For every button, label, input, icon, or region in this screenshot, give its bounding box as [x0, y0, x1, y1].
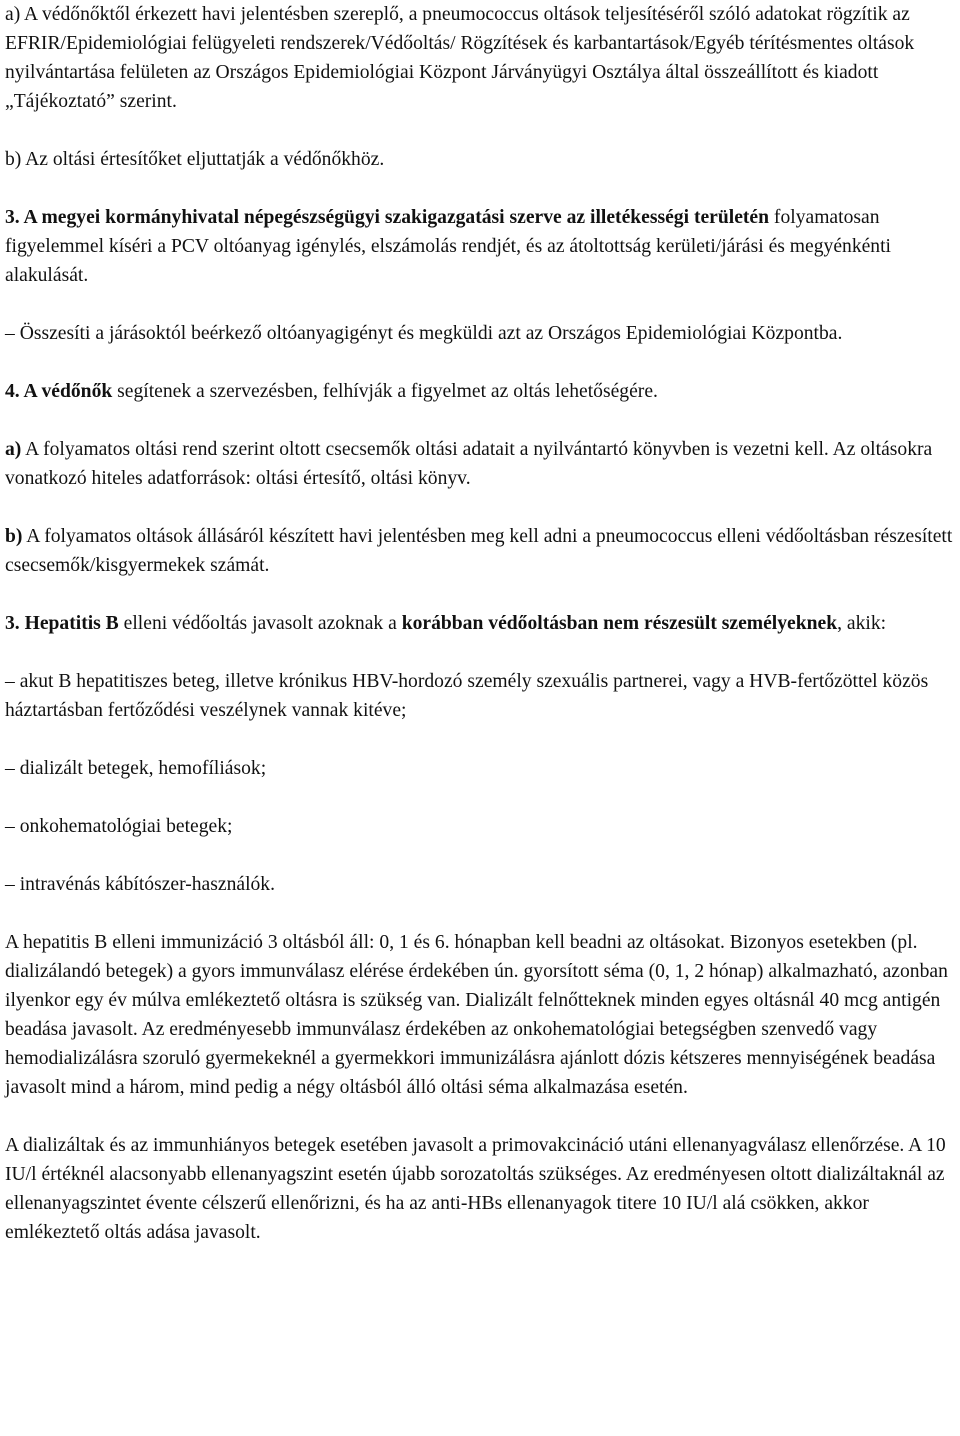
hepatitis-b-heading: 3. Hepatitis B [5, 613, 119, 634]
paragraph-aggregation: – Összesíti a járásoktól beérkező oltóanyagigényt és megküldi azt az Országos Epidemiológiai Központba. [5, 323, 843, 344]
paragraph-hepatitis-b [5, 609, 953, 638]
paragraph-county-office [5, 203, 953, 290]
paragraph-notifications: b) Az oltási értesítőket eljuttatják a védőnőkhöz. [5, 149, 385, 170]
list-item: – akut B hepatitiszes beteg, illetve krónikus HBV-hordozó személy szexuális partnerei, vagy a HVB-fertőzöttel közös háztartásban fertőződési veszélynek vannak kitéve; [5, 671, 929, 721]
paragraph-antibody-check: A dializáltak és az immunhiányos betegek esetében javasolt a primovakcináció utáni ellenanyagválasz ellenőrzése. A 10 IU/l értéknél alacsonyabb ellenanyagszint esetén újabb sorozatoltás szükséges. Az eredményesen oltott dializáltaknál az ellenanyagszintet évente célszerű ellenőrizni, és ha az anti-HBs ellenanyagok titere 10 IU/l alá csökken, akkor emlékeztető oltás adása javasolt. [5, 1135, 946, 1243]
health-visitors-text: segítenek a szervezésben, felhívják a figyelmet az oltás lehetőségére. [112, 381, 658, 402]
county-office-heading: 3. A megyei kormányhivatal népegészségügyi szakigazgatási szerve az illetékességi területén [5, 207, 770, 228]
hepatitis-b-text: elleni védőoltás javasolt azoknak a [118, 613, 402, 634]
list-item: – intravénás kábítószer-használók. [5, 874, 276, 895]
document-page [5, 0, 953, 1247]
register-book-marker: a) [5, 439, 22, 460]
paragraph-register-book [5, 435, 953, 493]
paragraph-health-visitors [5, 377, 953, 406]
monthly-report-marker: b) [5, 526, 23, 547]
paragraph-efrir-recording: a) A védőnőktől érkezett havi jelentésben szereplő, a pneumococcus oltások teljesítéséről szóló adatokat rögzítik az EFRIR/Epidemiológiai felügyeleti rendszerek/Védőoltás/ Rögzítések és karbantartások/Egyéb térítésmentes oltások nyilvántartása felületen az Országos Epidemiológiai Központ Járványügyi Osztálya által összeállított és kiadott „Tájékoztató” szerint. [5, 4, 915, 112]
list-item: – onkohematológiai betegek; [5, 816, 233, 837]
county-office-text: folyamatosan figyelemmel kíséri a PCV oltóanyag igénylés, elszámolás rendjét, és az átoltottság kerületi/járási és megyénkénti alakulását. [5, 207, 891, 286]
hepatitis-b-text-end: , akik: [837, 613, 887, 634]
paragraph-monthly-report [5, 522, 953, 580]
monthly-report-text: A folyamatos oltások állásáról készített havi jelentésben meg kell adni a pneumococcus elleni védőoltásban részesített csecsemők/kisgyermekek számát. [5, 526, 953, 576]
register-book-text: A folyamatos oltási rend szerint oltott csecsemők oltási adatait a nyilvántartó könyvben is vezetni kell. Az oltásokra vonatkozó hiteles adatforrások: oltási értesítő, oltási könyv. [5, 439, 933, 489]
hepatitis-b-target-group: korábban védőoltásban nem részesült személyeknek [401, 613, 838, 634]
list-item: – dializált betegek, hemofíliások; [5, 758, 267, 779]
paragraph-immunization-schedule: A hepatitis B elleni immunizáció 3 oltásból áll: 0, 1 és 6. hónapban kell beadni az oltásokat. Bizonyos esetekben (pl. dializálandó betegek) a gyors immunválasz elérése érdekében ún. gyorsított séma (0, 1, 2 hónap) alkalmazható, azonban ilyenkor egy év múlva emlékeztető oltásra is szükség van. Dializált felnőtteknek minden egyes oltásnál 40 mcg antigén beadása javasolt. Az eredményesebb immunválasz érdekében az onkohematológiai betegségben szenvedő vagy hemodializálásra szoruló gyermekeknél a gyermekkori immunizálásra ajánlott dózis kétszeres mennyiségének beadása javasolt mind a három, mind pedig a négy oltásból álló oltási séma alkalmazása esetén. [5, 932, 948, 1098]
health-visitors-heading: 4. A védőnők [5, 381, 113, 402]
